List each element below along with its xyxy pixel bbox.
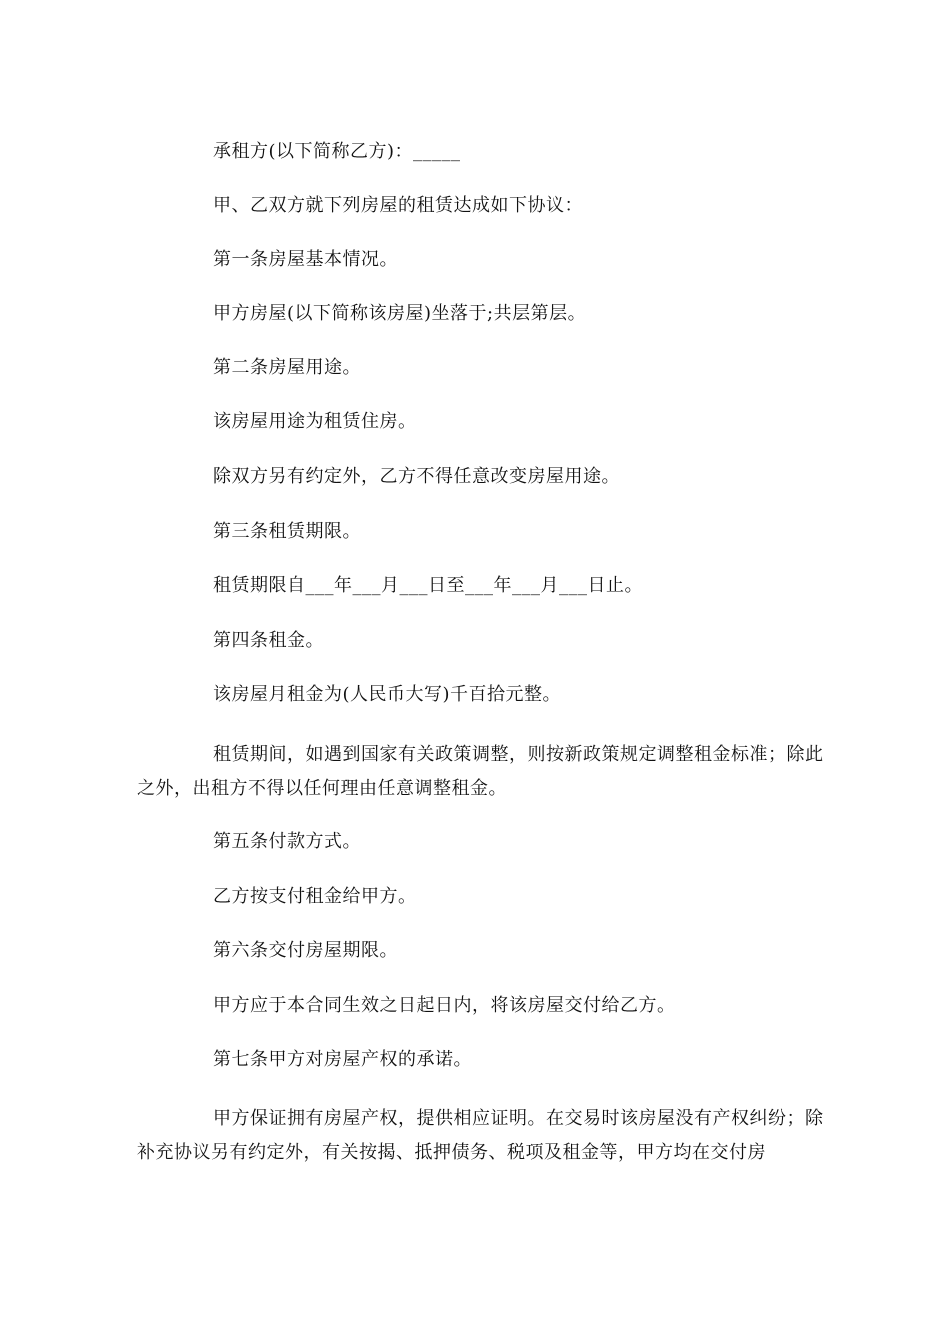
article-5-heading: 第五条付款方式。 bbox=[213, 831, 361, 852]
article-1-text: 甲方房屋(以下简称该房屋)坐落于;共层第层。 bbox=[213, 303, 587, 324]
lessee-line: 承租方(以下简称乙方)：_____ bbox=[213, 141, 461, 162]
article-3-heading: 第三条租赁期限。 bbox=[213, 521, 361, 542]
article-5-text: 乙方按支付租金给甲方。 bbox=[213, 886, 417, 907]
article-2-text-2: 除双方另有约定外，乙方不得任意改变房屋用途。 bbox=[213, 466, 620, 487]
article-4-heading: 第四条租金。 bbox=[213, 630, 324, 651]
article-6-heading: 第六条交付房屋期限。 bbox=[213, 940, 398, 961]
article-2-heading: 第二条房屋用途。 bbox=[213, 357, 361, 378]
article-2-text: 该房屋用途为租赁住房。 bbox=[213, 411, 417, 432]
article-6-text: 甲方应于本合同生效之日起日内，将该房屋交付给乙方。 bbox=[213, 995, 676, 1016]
article-7-heading: 第七条甲方对房屋产权的承诺。 bbox=[213, 1049, 472, 1070]
article-1-heading: 第一条房屋基本情况。 bbox=[213, 249, 398, 270]
article-3-text: 租赁期限自___年___月___日至___年___月___日止。 bbox=[213, 575, 643, 596]
agreement-intro: 甲、乙双方就下列房屋的租赁达成如下协议： bbox=[213, 195, 583, 216]
article-7-text: 甲方保证拥有房屋产权，提供相应证明。在交易时该房屋没有产权纠纷；除补充协议另有约定外，有关按揭、抵押债务、税项及租金等，甲方均在交付房 bbox=[137, 1108, 824, 1163]
article-4-text: 该房屋月租金为(人民币大写)千百拾元整。 bbox=[213, 684, 562, 705]
article-4-text-2: 租赁期间，如遇到国家有关政策调整，则按新政策规定调整租金标准；除此之外，出租方不得以任何理由任意调整租金。 bbox=[137, 744, 824, 799]
